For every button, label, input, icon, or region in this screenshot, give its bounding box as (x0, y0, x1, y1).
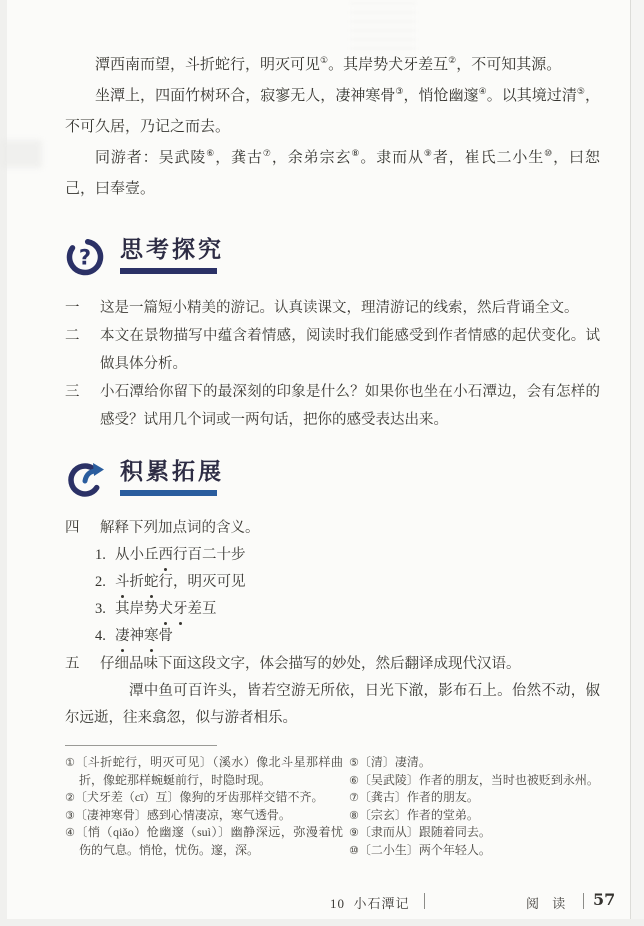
footnote-item (349, 824, 600, 842)
footnotes (65, 754, 600, 859)
photo-edge-left (0, 0, 7, 926)
section-underline-think (120, 268, 217, 274)
footnote-item (65, 754, 343, 789)
word-item-text: 从小丘西行百二十步 (115, 547, 246, 563)
word-item-number: 4. (95, 628, 106, 644)
word-item (65, 542, 600, 569)
passage-paragraph: 同游者：吴武陵⑥，龚古⑦，余弟宗玄⑧。隶而从⑨者，崔氏二小生⑩，曰恕己，曰奉壹。 (65, 149, 600, 197)
page-content (65, 0, 600, 859)
section-header-think (65, 236, 600, 286)
question-text: 解释下列加点词的含义。 (100, 520, 260, 536)
word-item-number: 3. (95, 601, 106, 617)
footer-lesson-number: 10 (330, 896, 345, 911)
footnote-text: 〔隶而从〕跟随着同去。 (358, 825, 491, 839)
question-circle-icon (65, 237, 105, 277)
passage-paragraph: 坐潭上，四面竹树环合，寂寥无人，凄神寒骨③，悄怆幽邃④。以其境过清⑤，不可久居，乃记之而去。 (65, 87, 600, 135)
section-header-accumulate (65, 458, 600, 508)
footer-section-label: 阅 读 (526, 896, 571, 911)
photo-edge-notch (0, 140, 42, 168)
footnote-text: 〔斗折蛇行，明灭可见〕（溪水）像北斗星那样曲折，像蛇那样蜿蜒前行，时隐时现。 (75, 755, 343, 787)
dotted-word-list (65, 542, 600, 650)
word-item (65, 596, 600, 623)
question-item (65, 650, 600, 678)
footnote-number: ④ (65, 826, 76, 839)
footnote-item (65, 824, 343, 859)
footnote-number: ⑧ (349, 808, 359, 822)
question-text: 小石潭给你留下的最深刻的印象是什么？如果你也坐在小石潭边，会有怎样的感受？试用几个词或一两句话，把你的感受表达出来。 (100, 384, 600, 428)
footnote-number: ② (65, 791, 75, 804)
footnote-number: ① (65, 756, 76, 769)
footnote-text: 〔凄神寒骨〕感到心情凄凉，寒气透骨。 (74, 807, 291, 822)
word-item (65, 569, 600, 596)
question-number: 一 (65, 300, 81, 316)
footnote-text: 〔清〕凄清。 (358, 755, 431, 769)
footnote-number: ⑦ (349, 791, 359, 804)
word-item-number: 2. (95, 574, 106, 590)
question-number: 五 (65, 656, 81, 672)
circular-arrow-icon (65, 459, 105, 499)
footnote-item (65, 789, 343, 807)
photo-edge-right (631, 0, 644, 926)
footnote-text: 〔宗玄〕作者的堂弟。 (358, 807, 479, 822)
footer-lesson (330, 893, 410, 912)
footnote-text: 〔二小生〕两个年轻人。 (358, 842, 491, 857)
question-item (65, 378, 600, 434)
section-title-think: 思考探究 (120, 237, 224, 262)
footer-page-number: 57 (593, 890, 616, 909)
photo-edge-bottom (0, 919, 644, 926)
word-item-text: 斗折蛇行，明灭可见 (115, 574, 246, 590)
footnote-text: 〔龚古〕作者的朋友。 (358, 790, 479, 804)
word-item-text: 凄神寒骨 (115, 628, 173, 644)
footnote-text: 〔悄（qiǎo）怆幽邃（suì）〕幽静深远，弥漫着忧伤的气息。悄怆，忧伤。邃，深。 (75, 825, 343, 857)
footer-lesson-title: 小石潭记 (353, 896, 410, 911)
question-item (65, 322, 600, 378)
translation-quote: 潭中鱼可百许头，皆若空游无所依，日光下澈，影布石上。佁然不动，俶尔远逝，往来翕忽，似与游者相乐。 (65, 683, 600, 726)
svg-text:?: ? (78, 245, 92, 270)
footnote-item (349, 807, 600, 825)
section-title-accumulate: 积累拓展 (120, 459, 224, 484)
footnote-item (349, 772, 600, 790)
passage-paragraph: 潭西南而望，斗折蛇行，明灭可见①。其岸势犬牙差互②，不可知其源。 (95, 56, 562, 73)
think-question-list (65, 294, 600, 434)
footnote-item (349, 789, 600, 807)
section-underline-accumulate (120, 490, 217, 496)
footnote-text: 〔犬牙差（cī）互〕像狗的牙齿那样交错不齐。 (74, 790, 324, 804)
footer-separator (583, 893, 584, 909)
footnote-number: ⑨ (349, 826, 359, 839)
question-text: 本文在景物描写中蕴含着情感，阅读时我们能感受到作者情感的起伏变化。试做具体分析。 (100, 328, 600, 372)
footnote-number: ⑤ (349, 756, 359, 769)
question-text: 仔细品味下面这段文字，体会描写的妙处，然后翻译成现代汉语。 (100, 656, 521, 672)
lesson-passage (65, 0, 600, 205)
footnote-item (349, 754, 600, 772)
word-item (65, 623, 600, 650)
word-item-text: 其岸势犬牙差互 (115, 601, 217, 617)
question-number: 四 (65, 520, 81, 536)
word-item-number: 1. (95, 547, 106, 563)
footnote-divider (65, 745, 217, 746)
footnote-item (65, 807, 343, 825)
footer-separator (424, 893, 425, 909)
page-footer (0, 891, 644, 913)
question-text: 这是一篇短小精美的游记。认真读课文，理清游记的线索，然后背诵全文。 (100, 300, 579, 316)
footnote-number: ⑩ (349, 843, 359, 857)
footnote-item (349, 842, 600, 860)
footnote-text: 〔吴武陵〕作者的朋友，当时也被贬到永州。 (358, 772, 599, 787)
question-item (65, 514, 600, 542)
footnote-number: ③ (65, 808, 75, 822)
footnote-column-left (65, 754, 343, 859)
accumulate-question-list (65, 514, 600, 732)
footnote-number: ⑥ (349, 773, 359, 787)
page-crease-line (630, 0, 631, 926)
question-number: 三 (65, 384, 81, 400)
question-number: 二 (65, 328, 81, 344)
question-item (65, 294, 600, 322)
footnote-column-right (349, 754, 600, 859)
